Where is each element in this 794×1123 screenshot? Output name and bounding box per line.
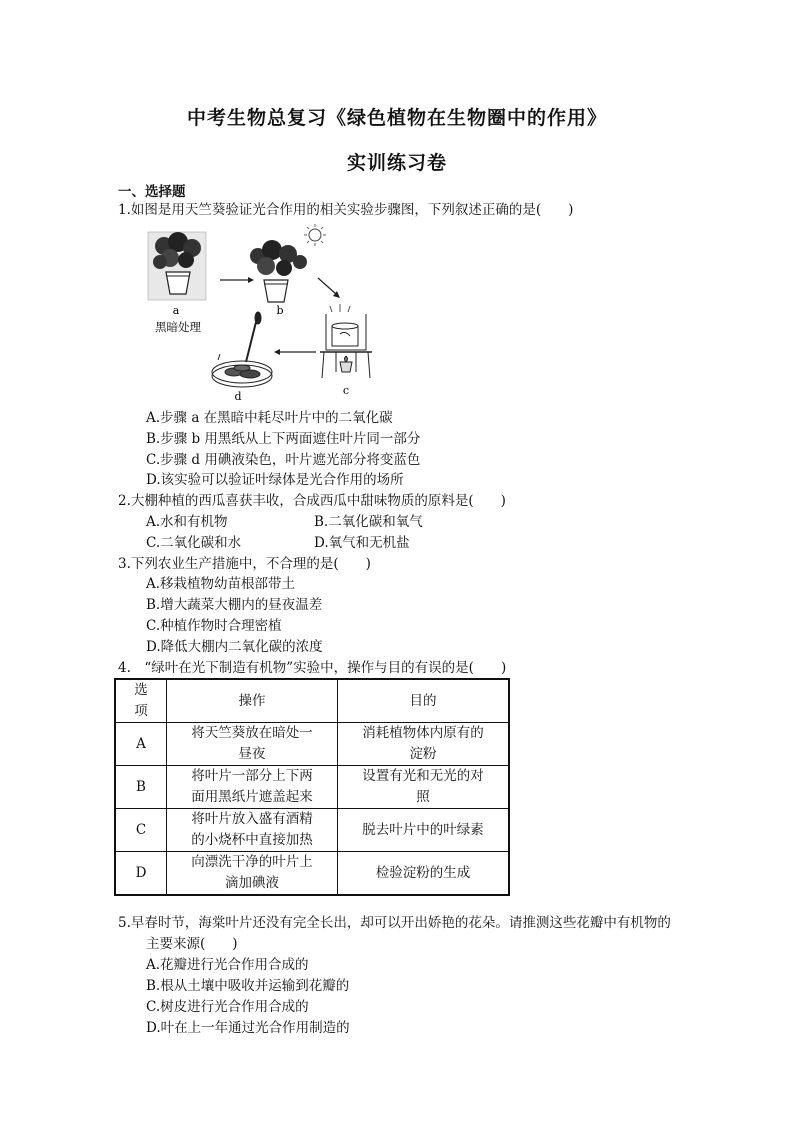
q1-option-b: B.步骤 b 用黑纸从上下两面遮住叶片同一部分 xyxy=(146,431,421,447)
q2-stem: 2.大棚种植的西瓜喜获丰收，合成西瓜中甜味物质的原料是( ) xyxy=(118,493,506,509)
table-header-option: 选 项 xyxy=(115,679,167,723)
q5-option-a: A.花瓣进行光合作用合成的 xyxy=(146,957,309,973)
arrow-a-b-head xyxy=(248,277,254,283)
arrow-c-d-head xyxy=(274,349,280,355)
q5-option-b: B.根从土壤中吸收并运输到花瓣的 xyxy=(146,978,350,994)
q2-option-b: B.二氧化碳和氧气 xyxy=(314,514,423,530)
table-cell-purpose: 脱去叶片中的叶绿素 xyxy=(338,809,510,852)
petri-dish-dropper-image xyxy=(212,312,272,387)
table-cell-purpose: 消耗植物体内原有的 淀粉 xyxy=(338,723,510,766)
q5-stem-line-1: 5.早春时节，海棠叶片还没有完全长出，却可以开出娇艳的花朵。请推测这些花瓣中有机物的 xyxy=(118,915,671,931)
table-cell-operation: 将叶片放入盛有酒精 的小烧杯中直接加热 xyxy=(167,809,338,852)
table-cell-operation: 向漂洗干净的叶片上 滴加碘液 xyxy=(167,852,338,896)
table-row xyxy=(115,809,509,852)
section-heading: 一、选择题 xyxy=(118,184,186,200)
q1-option-a: A.步骤 a 在黑暗中耗尽叶片中的二氧化碳 xyxy=(146,410,393,426)
table-header-operation: 操作 xyxy=(167,679,338,723)
label-d: d xyxy=(234,390,242,403)
sun-icon xyxy=(304,224,326,246)
table-cell-option: A xyxy=(115,723,167,766)
q5-option-c: C.树皮进行光合作用合成的 xyxy=(146,999,309,1015)
q5-stem-line-2: 主要来源( ) xyxy=(146,936,238,952)
q3-option-a: A.移栽植物幼苗根部带土 xyxy=(146,576,296,592)
arrow-b-c xyxy=(318,278,336,294)
table-cell-purpose: 设置有光和无光的对 照 xyxy=(338,766,510,809)
table-cell-purpose: 检验淀粉的生成 xyxy=(338,852,510,896)
table-row xyxy=(115,723,509,766)
table-row xyxy=(115,766,509,809)
table-cell-operation: 将叶片一部分上下两 面用黑纸片遮盖起来 xyxy=(167,766,338,809)
table-cell-operation: 将天竺葵放在暗处一 昼夜 xyxy=(167,723,338,766)
q3-option-d: D.降低大棚内二氧化碳的浓度 xyxy=(146,639,323,655)
table-header-purpose: 目的 xyxy=(338,679,510,723)
table-cell-option: D xyxy=(115,852,167,896)
q2-option-c: C.二氧化碳和水 xyxy=(146,535,242,551)
title-line-2: 实训练习卷 xyxy=(346,152,447,174)
q4-table xyxy=(114,678,510,896)
q3-stem: 3.下列农业生产措施中，不合理的是( ) xyxy=(118,556,371,572)
q1-option-c: C.步骤 d 用碘液染色，叶片遮光部分将变蓝色 xyxy=(146,452,421,468)
q1-option-d: D.该实验可以验证叶绿体是光合作用的场所 xyxy=(146,472,404,488)
label-a-caption: 黑暗处理 xyxy=(155,320,201,334)
table-cell-option: C xyxy=(115,809,167,852)
table-row xyxy=(115,852,509,896)
plant-a-image xyxy=(148,232,206,300)
label-b: b xyxy=(276,304,284,317)
table-header-row xyxy=(115,679,509,723)
q3-option-c: C.种植作物时合理密植 xyxy=(146,618,282,634)
experiment-figure xyxy=(140,222,400,412)
q2-option-d: D.氧气和无机盐 xyxy=(314,535,410,551)
title-line-1: 中考生物总复习《绿色植物在生物圈中的作用》 xyxy=(186,107,607,129)
q3-option-b: B.增大蔬菜大棚内的昼夜温差 xyxy=(146,597,323,613)
q5-option-d: D.叶在上一年通过光合作用制造的 xyxy=(146,1020,350,1036)
label-c: c xyxy=(342,384,350,397)
heating-apparatus-image xyxy=(320,304,372,378)
q2-option-a: A.水和有机物 xyxy=(146,514,228,530)
table-cell-option: B xyxy=(115,766,167,809)
q1-stem: 1.如图是用天竺葵验证光合作用的相关实验步骤图，下列叙述正确的是( ) xyxy=(118,202,574,218)
plant-b-image xyxy=(250,240,307,302)
q4-stem: 4. “绿叶在光下制造有机物”实验中，操作与目的有误的是( ) xyxy=(118,660,507,676)
label-a: a xyxy=(172,304,180,317)
